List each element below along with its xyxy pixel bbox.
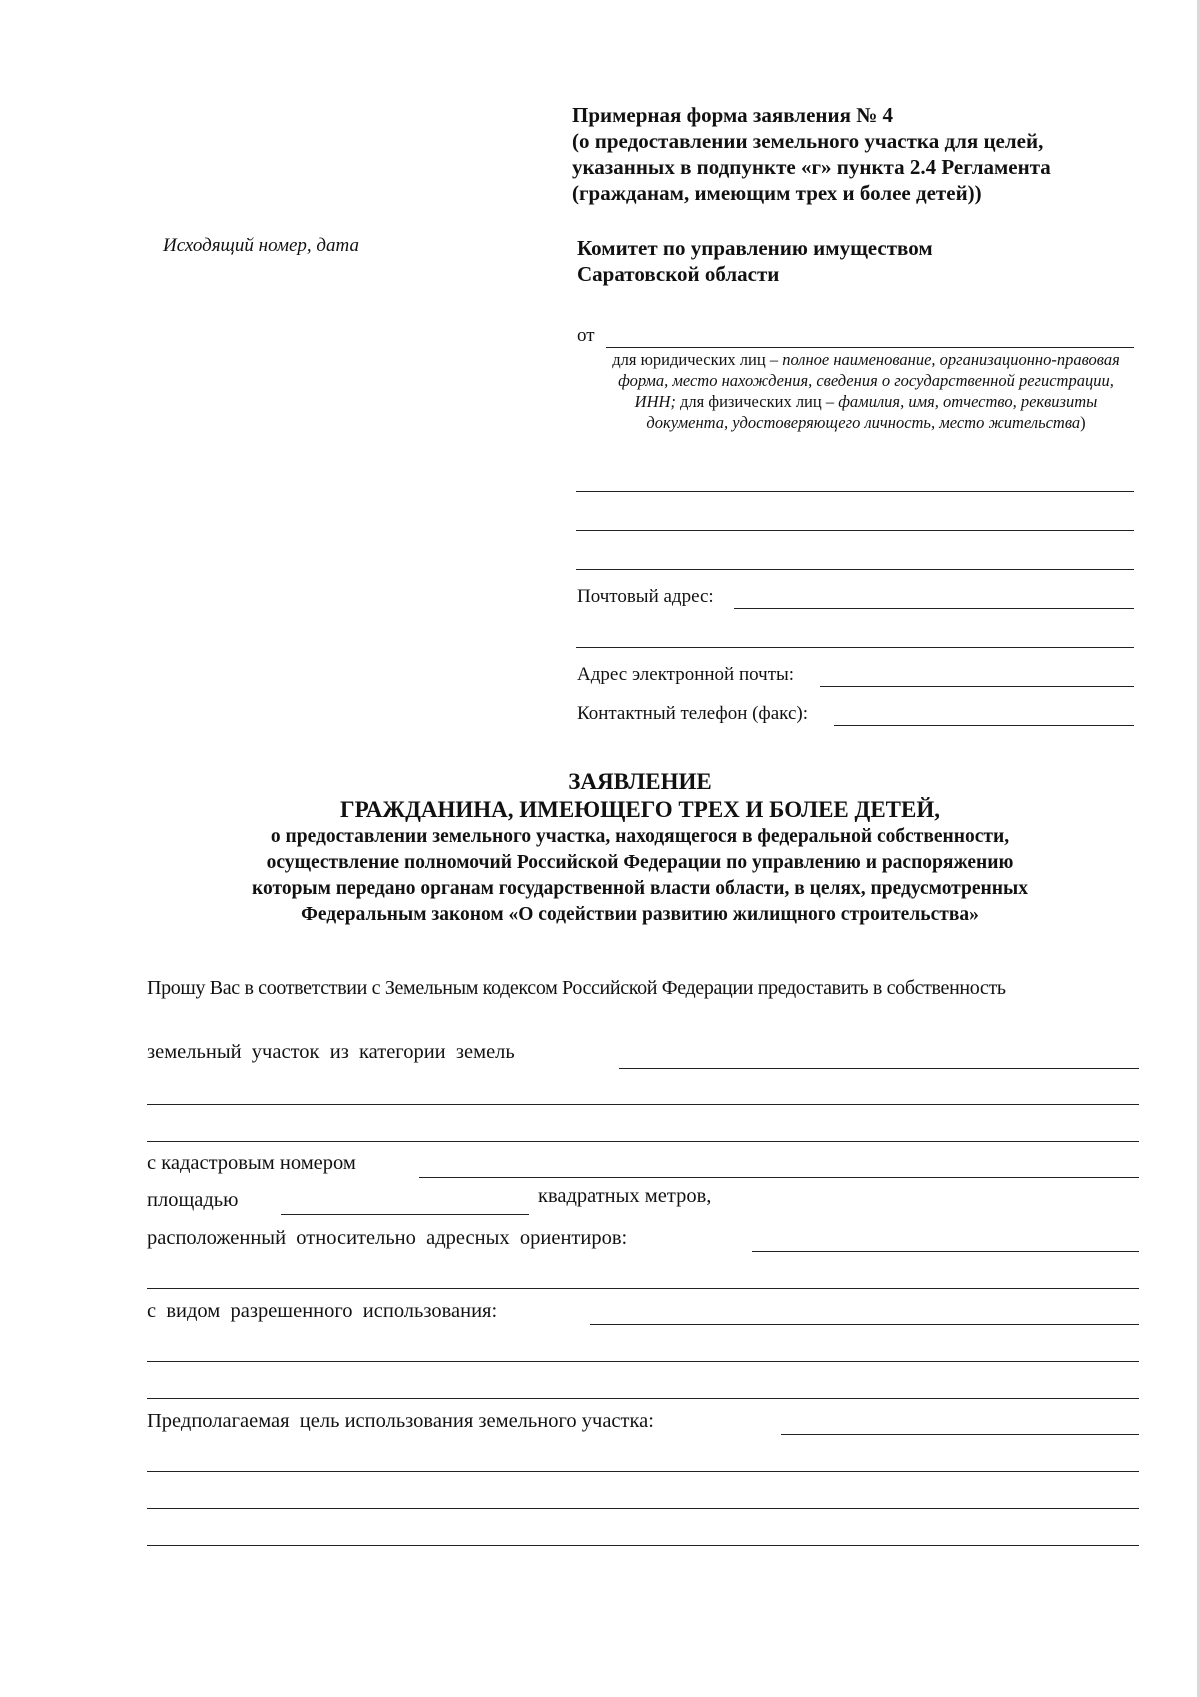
land-category-field[interactable] [147,1104,1139,1105]
form-title-line: (о предоставлении земельного участка для целей, [572,129,1044,153]
application-subheading: ГРАЖДАНИНА, ИМЕЮЩЕГО ТРЕХ И БОЛЕЕ ДЕТЕЙ, [339,797,941,822]
phone-field[interactable] [834,725,1134,726]
area-unit: квадратных метров, [538,1185,712,1207]
permitted-use-field[interactable] [147,1398,1139,1399]
from-field-line[interactable] [606,347,1134,348]
from-field-line[interactable] [576,569,1134,570]
from-field-line[interactable] [576,530,1134,531]
phone-label: Контактный телефон (факс): [577,703,808,724]
application-description-line: о предоставлении земельного участка, находящегося в федеральной собственности, [270,826,1010,847]
email-field[interactable] [820,686,1134,687]
outgoing-number-date-label: Исходящий номер, дата [163,235,359,256]
location-field[interactable] [752,1251,1139,1252]
application-description-line: осуществление полномочий Российской Федерации по управлению и распоряжению [266,852,1014,873]
cadastral-number-field[interactable] [419,1177,1139,1178]
from-hint [596,349,1136,433]
addressee-line: Комитет по управлению имуществом [577,236,933,260]
addressee-line: Саратовской области [577,262,780,286]
from-hint-legal-prefix: для юридических лиц – [612,350,783,369]
purpose-field[interactable] [147,1545,1139,1546]
application-description [130,824,1150,928]
permitted-use-field[interactable] [590,1324,1139,1325]
purpose-field[interactable] [147,1471,1139,1472]
from-hint-closing: ) [1080,413,1086,432]
addressee [577,235,1137,287]
application-description-line: Федеральным законом «О содействии развитию жилищного строительства» [301,904,979,925]
email-label: Адрес электронной почты: [577,664,795,685]
permitted-use-field[interactable] [147,1361,1139,1362]
postal-address-field[interactable] [734,608,1134,609]
location-label: расположенный относительно адресных ориентиров: [147,1227,628,1249]
land-category-label: земельный участок из категории земель [147,1041,515,1063]
request-intro: Прошу Вас в соответствии с Земельным кодексом Российской Федерации предоставить в собственность [147,977,1006,999]
land-category-field[interactable] [147,1141,1139,1142]
postal-address-field[interactable] [576,647,1134,648]
location-field[interactable] [147,1288,1139,1289]
from-label: от [577,325,595,346]
from-hint-physical-fields: фамилия, имя, отчество, реквизиты документа, удостоверяющего личность, место жительства [646,392,1098,432]
area-field[interactable] [281,1214,529,1215]
form-title-line: указанных в подпункте «г» пункта 2.4 Регламента [572,155,1051,179]
purpose-field[interactable] [147,1508,1139,1509]
form-title [572,102,1132,206]
from-hint-physical-prefix: для физических лиц – [675,392,839,411]
area-label: площадью [147,1189,239,1211]
application-heading: ЗАЯВЛЕНИЕ [568,769,712,794]
application-description-line: которым передано органам государственной власти области, в целях, предусмотренных [252,878,1028,899]
from-field-line[interactable] [576,491,1134,492]
purpose-field[interactable] [781,1434,1139,1435]
form-title-line: Примерная форма заявления № 4 [572,103,894,127]
postal-address-label: Почтовый адрес: [577,586,714,607]
land-category-field[interactable] [619,1068,1139,1069]
cadastral-number-label: с кадастровым номером [147,1152,356,1174]
permitted-use-label: с видом разрешенного использования: [147,1300,498,1322]
form-title-line: (гражданам, имеющим трех и более детей)) [572,181,982,205]
purpose-label: Предполагаемая цель использования земельного участка: [147,1410,654,1432]
from-hint-legal-fields: полное наименование, организационно-правовая форма, место нахождения, сведения о государственной регистрации, ИНН; [618,350,1120,411]
